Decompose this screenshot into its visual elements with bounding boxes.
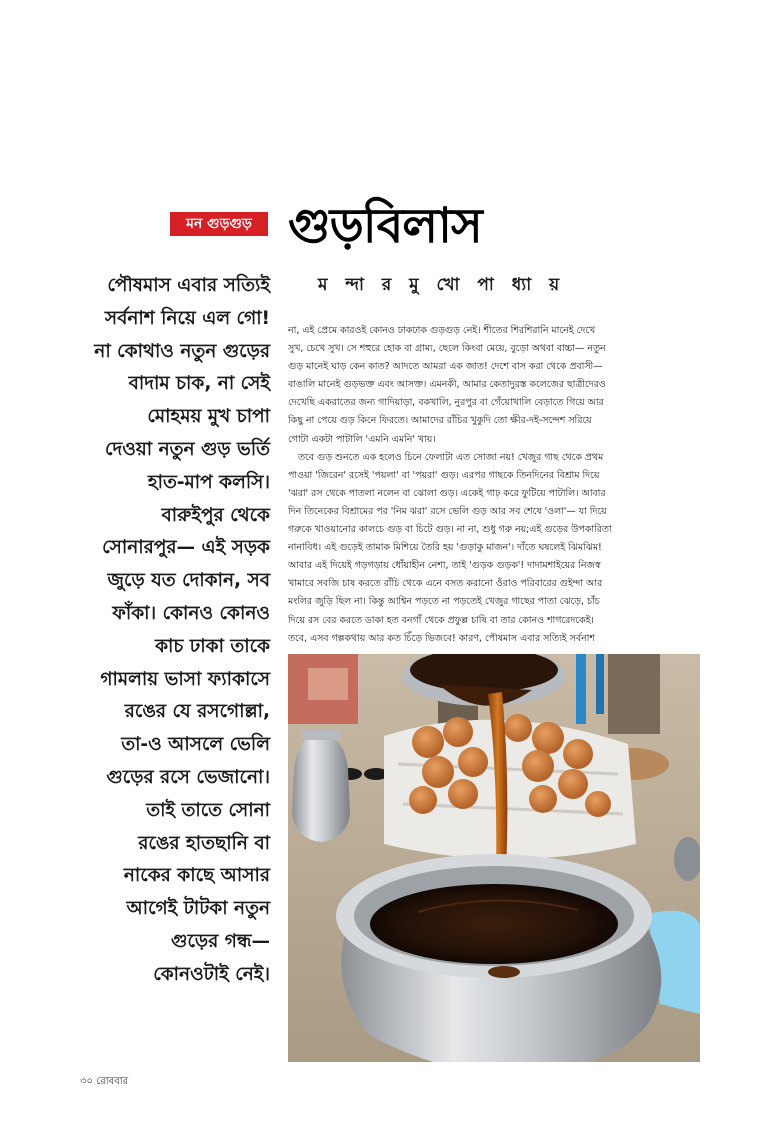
pull-quote-line: দেওয়া নতুন গুড় ভর্তি: [105, 438, 270, 460]
body-line: গুড় মানেই ঘাড় কেন কাত? আদতে আমরা এক জাত! দেশে বাস করা থেকে প্রবাসী—: [288, 361, 603, 373]
pull-quote-line: আগেই টাটকা নতুন: [126, 898, 270, 920]
pull-quote-line: রঙের যে রসগোল্লা,: [124, 701, 270, 723]
jaggery-pouring-photo: [288, 654, 700, 1062]
pull-quote-line: ফাঁকা। কোনও কোনও: [112, 602, 270, 624]
pull-quote-line: জুড়ে যত দোকান, সব: [107, 570, 270, 592]
body-line: আবার এই দিয়েই গড়গড়ায় ধোঁয়াহীন নেশা, তাই 'গুড়ক গুড়ক'! দাদামশাইয়ের নিজস্ব: [288, 560, 601, 572]
body-line: বাঙালি মানেই গুড়ভক্ত এবং আসক্ত। এমনকী, আমার কেতাদুরস্ত কলেজের ছাত্রীদেরও: [288, 379, 606, 391]
pull-quote-line: বারুইপুর থেকে: [161, 504, 270, 526]
body-line: দিন তিনেকের বিশ্রামের পর 'নিম ঝরা' রসে ভেলি গুড় আর সব শেষে 'ওলা'— যা দিয়ে: [288, 505, 607, 517]
pull-quote-line: গুড়ের গন্ধ—: [171, 930, 270, 952]
body-line: তবে গুড় শুনতে এক হলেও চিনে ফেলাটা এত সোজা নয়! খেজুর গাছ থেকে প্রথম: [298, 451, 604, 463]
pull-quote-line: না কোথাও নতুন গুড়ের: [94, 340, 270, 362]
article-title: গুড়বিলাস: [288, 198, 482, 254]
pull-quote-line: নাকের কাছে আসার: [123, 865, 270, 887]
pull-quote-line: তাই তাতে সোনা: [146, 799, 270, 821]
pull-quote-line: তা-ও আসলে ভেলি: [121, 734, 270, 756]
body-line: না, এই প্রেমে কারওই কোনও ঢাকঢাক গুড়গুড় নেই। শীতের শিরশিরানি মানেই দেখে: [288, 325, 596, 336]
section-tag: মন গুড়গুড়: [170, 212, 268, 236]
body-line: তবে, এসব গল্পকথায় আর কত চিঁড়ে ভিজবে! কারণ, পৌষমাস এবার সত্যিই সর্বনাশ: [288, 632, 595, 644]
pull-quote-line: গামলায় ভাসা ফ্যাকাসে: [100, 668, 270, 690]
body-line: নানাবিধ। এই গুড়েই তামাক মিশিয়ে তৈরি হয় 'গুড়াকু মাজন'। দাঁতে ঘষলেই ঝিমঝিম!: [288, 542, 602, 554]
body-line: পাওয়া 'জিরেন' রসেই 'পয়লা' বা 'পয়রা' গুড়। এরপর গাছকে তিনদিনের বিশ্রাম দিয়ে: [288, 469, 600, 481]
body-line: 'ঝরা' রস থেকে পাতলা নলেন বা ঝোলা গুড়। একেই গাঢ় করে ফুটিয়ে পাটালি। আবার: [288, 487, 606, 499]
body-line: গোটা একটা পাটালি 'এমনি এমনি' খায়।: [288, 433, 436, 445]
pull-quote-line: পৌষমাস এবার সত্যিই: [107, 275, 270, 296]
pull-quote-line: মোহময় মুখ চাপা: [147, 406, 270, 428]
body-line: খামারে সবজি চাষ করতে রাঁচি থেকে এনে বসত করানো ওঁরাও পরিবারের গুইন্দা আর: [288, 578, 603, 590]
body-line: কিছু না পেয়ে গুড় কিনে ফিরতে। আমাদের রাঁচির খুকুদি তো ক্ষীর-দই-সন্দেশ সরিয়ে: [288, 415, 592, 427]
pull-quote-line: কোনওটাই নেই।: [153, 963, 270, 985]
author-byline: ম ন্দা র মু খো পা ধ্যা য়: [318, 275, 566, 295]
pull-quote-line: হাত-মাপ কলসি।: [147, 471, 270, 493]
body-line: দেখেছি একরাতের জন্য গাদিয়াড়া, বকখালি, নুরপুর বা গেঁয়োখালি বেড়াতে গিয়ে আর: [288, 397, 604, 409]
page-folio: ৩০ রোববার: [80, 1076, 129, 1087]
pull-quote-line: বাদাম চাক, না সেই: [128, 373, 270, 395]
pull-quote-line: রঙের হাতছানি বা: [138, 832, 270, 854]
pull-quote: [80, 270, 270, 992]
body-line: সুখ, চেখে সুখ। সে শহুরে হোক বা গ্রাম্য, ছেলে কিংবা মেয়ে, বুড়ো অথবা বাচ্চা— নতুন: [288, 343, 606, 355]
pull-quote-line: কাচ ঢাকা তাকে: [155, 635, 270, 657]
pull-quote-line: গুড়ের রসে ভেজানো।: [106, 766, 270, 788]
body-line: মংলির জুড়ি ছিল না। কিন্তু আশ্বিন পড়তে না পড়তেই খেজুর গাছের পাতা ঝেড়ে, চাঁচ: [288, 596, 600, 608]
body-line: গরুকে খাওয়ানোর কালচে গুড় বা চিটে গুড়। না না, শুধু গরু নয়;এই গুড়ের উপকারিতা: [288, 524, 612, 536]
body-line: দিয়ে রস বের করতে ডাকা হত বনগাঁ থেকে প্রফুল্ল চাষি বা তার কোনও শাগরেদকেই।: [288, 614, 594, 626]
pull-quote-line: সর্বনাশ নিয়ে এল গো!: [104, 307, 270, 329]
pull-quote-line: সোনারপুর— এই সড়ক: [102, 537, 270, 559]
article-body: [288, 322, 700, 648]
